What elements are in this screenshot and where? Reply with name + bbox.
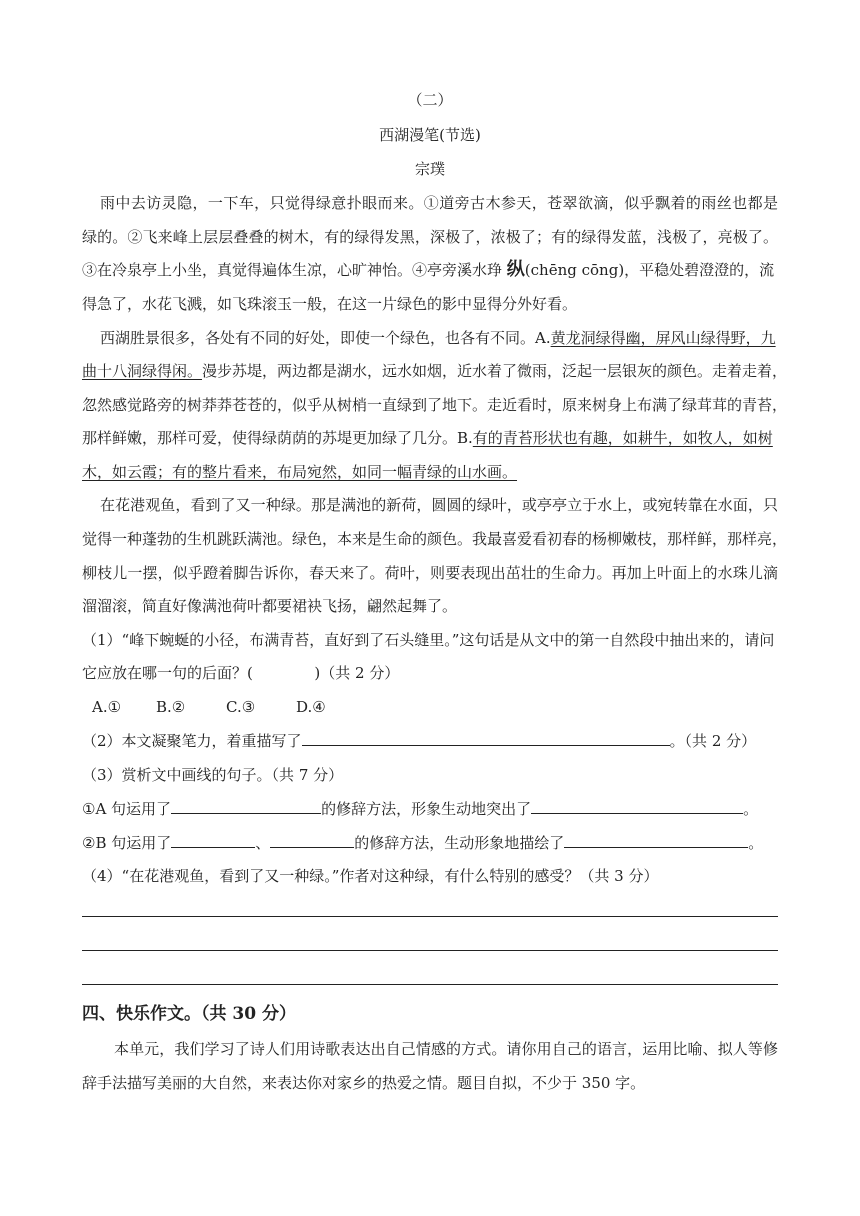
p3-line1: 在花港观鱼，看到了又一种绿。那是满池的新荷，圆圆的绿叶，或亭亭立于水上，或宛转靠在水面，只 (100, 496, 778, 514)
question-4: （4）“在花港观鱼，看到了又一种绿。”作者对这种绿，有什么特别的感受？（共 3 分） (82, 867, 659, 885)
p3-line2: 觉得一种蓬勃的生机跳跃满池。绿色，本来是生命的颜色。我最喜爱看初春的杨柳嫩枝，那样鲜，那样亮， (82, 530, 788, 548)
p1-line2: 绿的。②飞来峰上层层叠叠的树木，有的绿得发黑，深极了，浓极了；有的绿得发蓝，浅极了，亮极了。 (82, 228, 778, 246)
question-4-answer-line-2[interactable] (82, 950, 778, 951)
q3-2-blank-rhetoric-1[interactable] (171, 833, 255, 848)
option-d[interactable]: D.④ (296, 698, 326, 716)
p1-line1: 雨中去访灵隐，一下车，只觉得绿意扑眼而来。①道旁古木参天，苍翠欲滴，似乎飘着的雨丝也都是 (100, 194, 778, 212)
q3-1-prompt: ①A 句运用了 (82, 800, 172, 818)
q3-2-prompt: ②B 句运用了 (82, 834, 172, 852)
question-3: （3）赏析文中画线的句子。（共 7 分） (82, 766, 344, 784)
q3-1-blank-highlight[interactable] (531, 799, 743, 814)
question-3-part-1 (82, 799, 778, 819)
question-1-prompt: 它应放在哪一句的后面？( (82, 664, 253, 682)
q3-1-end: 。 (743, 800, 759, 818)
q3-2-middle: 的修辞方法，生动形象地描绘了 (354, 834, 565, 852)
pinyin-annotation: (chēng cōng)，平稳处碧澄澄的，流 (524, 261, 775, 279)
question-4-answer-line-1[interactable] (82, 916, 778, 917)
option-b[interactable]: B.② (156, 698, 186, 716)
q3-1-middle: 的修辞方法，形象生动地突出了 (321, 800, 532, 818)
p1-line3 (82, 260, 778, 280)
option-a[interactable]: A.① (92, 698, 122, 716)
p2-line1-text: 西湖胜景很多，各处有不同的好处，即使一个绿色，也各有不同。A. (100, 329, 551, 347)
composition-instruction-line1: 本单元，我们学习了诗人们用诗歌表达出自己情感的方式。请你用自己的语言，运用比喻、拟人等修 (114, 1040, 778, 1058)
question-2-prompt: （2）本文凝聚笔力，着重描写了 (82, 732, 302, 750)
question-4-answer-line-3[interactable] (82, 984, 778, 985)
p2-line3: 忽然感觉路旁的树莽莽苍苍的，似乎从树梢一直绿到了地下。走近看时，原来树身上布满了绿茸茸的青苔， (82, 396, 788, 414)
p3-line3: 柳枝儿一摆，似乎蹬着脚告诉你，春天来了。荷叶，则要表现出茁壮的生命力。再加上叶面上的水珠儿滴 (82, 564, 778, 582)
q3-2-blank-description[interactable] (564, 833, 748, 848)
stream-character: 纵 (506, 259, 525, 280)
underlined-sentence-a-part1: 黄龙洞绿得幽，屏风山绿得野，九 (550, 329, 776, 347)
q3-1-blank-rhetoric[interactable] (171, 799, 321, 814)
question-3-part-2 (82, 833, 778, 853)
p2-line2 (82, 361, 788, 381)
passage-title: 西湖漫笔(节选) (379, 126, 481, 144)
composition-heading: 四、快乐作文。（共 30 分） (82, 1004, 296, 1024)
question-2-points: 。（共 2 分） (669, 732, 757, 750)
q3-2-blank-rhetoric-2[interactable] (270, 833, 354, 848)
p1-line4: 得急了，水花飞溅，如飞珠滚玉一般，在这一片绿色的影中显得分外好看。 (82, 295, 578, 313)
q3-2-separator: 、 (255, 834, 271, 852)
p3-line4: 溜溜滚，简直好像满池荷叶都要裙袂飞扬，翩然起舞了。 (82, 597, 458, 615)
p2-line5 (82, 462, 778, 482)
composition-instruction-line2: 辞手法描写美丽的大自然，来表达你对家乡的热爱之情。题目自拟，不少于 350 字。 (82, 1074, 646, 1092)
q3-2-end: 。 (748, 834, 764, 852)
p1-line3-text: ③在冷泉亭上小坐，真觉得遍体生凉，心旷神怡。④亭旁溪水琤 (82, 261, 503, 279)
p2-line2-text: 漫步苏堤，两边都是湖水，远水如烟，近水着了微雨，泛起一层银灰的颜色。走着走着， (202, 362, 788, 380)
question-1-line2 (82, 663, 778, 683)
underlined-sentence-b-part1: 有的青苔形状也有趣，如耕牛，如牧人，如树 (472, 429, 773, 447)
p2-line4-text: 那样鲜嫩，那样可爱，使得绿荫荫的苏堤更加绿了几分。B. (82, 429, 473, 447)
p2-line1 (100, 328, 796, 348)
passage-author: 宗璞 (414, 160, 445, 178)
underlined-sentence-b-part2: 木，如云霞；有的整片看来，布局宛然，如同一幅青绿的山水画。 (82, 463, 518, 481)
question-2 (82, 731, 778, 751)
section-number: （二） (407, 91, 453, 109)
question-2-answer-blank[interactable] (302, 731, 670, 746)
p2-line4 (82, 428, 778, 448)
question-1-points: )（共 2 分） (314, 664, 400, 682)
underlined-sentence-a-part2: 曲十八洞绿得闲。 (82, 362, 203, 380)
question-1-line1: （1）“峰下蜿蜒的小径，布满青苔，直好到了石头缝里。”这句话是从文中的第一自然段中抽出来的，请问 (82, 631, 775, 649)
option-c[interactable]: C.③ (226, 698, 256, 716)
